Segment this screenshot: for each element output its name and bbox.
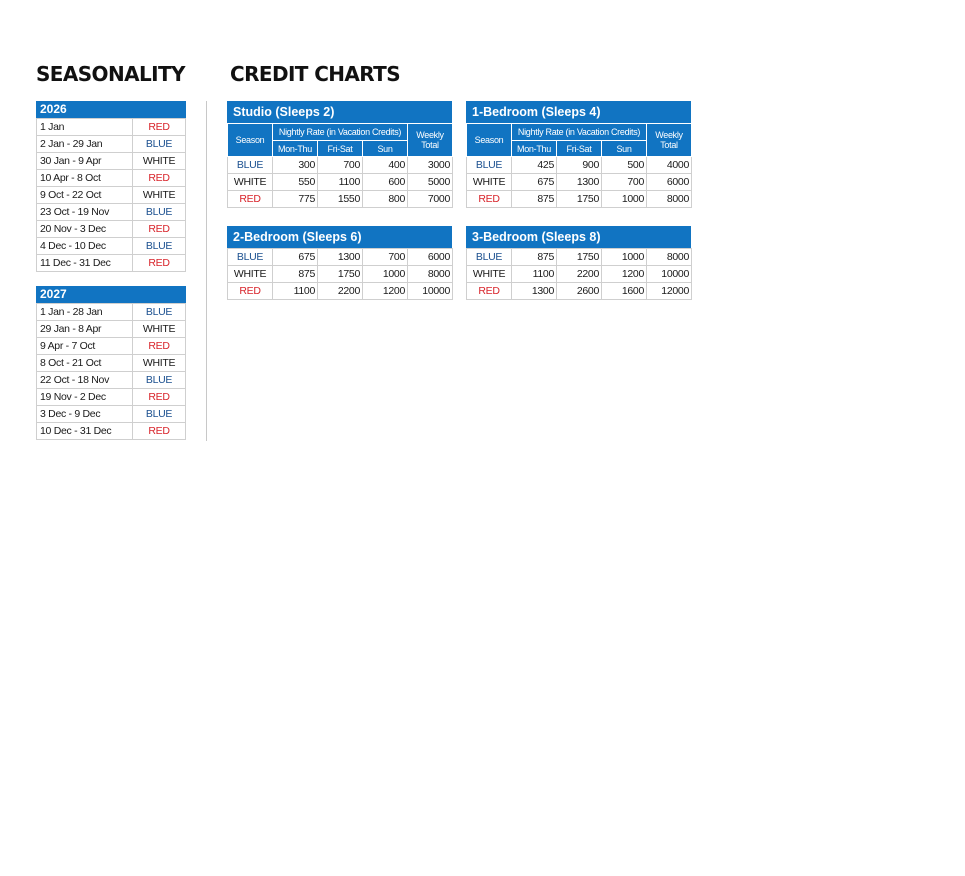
weekly-total-credits: 4000 <box>647 157 692 174</box>
season-color: WHITE <box>133 153 186 170</box>
unit-type-title: 3-Bedroom (Sleeps 8) <box>466 226 691 248</box>
fri-sat-credits: 1300 <box>557 174 602 191</box>
year-label: 2027 <box>36 286 186 303</box>
season-color: RED <box>133 389 186 406</box>
season-color: RED <box>133 338 186 355</box>
season-color: RED <box>133 255 186 272</box>
season-label: BLUE <box>228 157 273 174</box>
weekly-total-header: Weekly Total <box>408 124 453 157</box>
season-label: BLUE <box>228 249 273 266</box>
date-range: 3 Dec - 9 Dec <box>37 406 133 423</box>
sun-credits: 600 <box>363 174 408 191</box>
date-range: 1 Jan <box>37 119 133 136</box>
rate-row <box>467 266 692 283</box>
year-label: 2026 <box>36 101 186 118</box>
season-color: WHITE <box>133 187 186 204</box>
season-color: RED <box>133 119 186 136</box>
season-row <box>37 406 186 423</box>
nightly-rate-header: Nightly Rate (in Vacation Credits) <box>273 124 408 141</box>
rate-row <box>228 191 453 208</box>
rate-table <box>466 123 692 208</box>
date-range: 8 Oct - 21 Oct <box>37 355 133 372</box>
weekly-total-credits: 7000 <box>408 191 453 208</box>
credit-charts-heading: CREDIT CHARTS <box>230 62 401 86</box>
mon-thu-credits: 875 <box>512 249 557 266</box>
season-label: WHITE <box>228 174 273 191</box>
rate-row <box>467 283 692 300</box>
season-row <box>37 136 186 153</box>
mon-thu-credits: 875 <box>512 191 557 208</box>
sun-credits: 400 <box>363 157 408 174</box>
mon-thu-header: Mon-Thu <box>273 141 318 157</box>
fri-sat-credits: 900 <box>557 157 602 174</box>
season-color: RED <box>133 221 186 238</box>
season-calendar-2027 <box>36 286 186 440</box>
mon-thu-credits: 1300 <box>512 283 557 300</box>
date-range: 9 Oct - 22 Oct <box>37 187 133 204</box>
season-color: BLUE <box>133 372 186 389</box>
rate-row <box>228 157 453 174</box>
mon-thu-credits: 1100 <box>273 283 318 300</box>
season-row <box>37 153 186 170</box>
weekly-total-credits: 5000 <box>408 174 453 191</box>
date-range: 2 Jan - 29 Jan <box>37 136 133 153</box>
rate-row <box>467 157 692 174</box>
date-range: 1 Jan - 28 Jan <box>37 304 133 321</box>
fri-sat-credits: 1750 <box>557 249 602 266</box>
mon-thu-credits: 875 <box>273 266 318 283</box>
season-color: BLUE <box>133 304 186 321</box>
date-range: 10 Apr - 8 Oct <box>37 170 133 187</box>
mon-thu-header: Mon-Thu <box>512 141 557 157</box>
date-range: 9 Apr - 7 Oct <box>37 338 133 355</box>
rate-row <box>467 249 692 266</box>
sun-header: Sun <box>602 141 647 157</box>
season-color: RED <box>133 170 186 187</box>
season-color: BLUE <box>133 204 186 221</box>
mon-thu-credits: 675 <box>512 174 557 191</box>
rate-table <box>227 248 453 300</box>
sun-credits: 1200 <box>602 266 647 283</box>
season-row <box>37 321 186 338</box>
season-row <box>37 187 186 204</box>
seasonality-heading: SEASONALITY <box>36 62 185 86</box>
nightly-rate-header: Nightly Rate (in Vacation Credits) <box>512 124 647 141</box>
season-label: RED <box>228 283 273 300</box>
fri-sat-credits: 2600 <box>557 283 602 300</box>
date-range: 30 Jan - 9 Apr <box>37 153 133 170</box>
weekly-total-credits: 8000 <box>408 266 453 283</box>
season-label: RED <box>467 191 512 208</box>
season-table <box>36 118 186 272</box>
season-label: WHITE <box>467 174 512 191</box>
fri-sat-credits: 1300 <box>318 249 363 266</box>
season-row <box>37 204 186 221</box>
date-range: 19 Nov - 2 Dec <box>37 389 133 406</box>
date-range: 10 Dec - 31 Dec <box>37 423 133 440</box>
mon-thu-credits: 775 <box>273 191 318 208</box>
rate-table <box>466 248 692 300</box>
sun-credits: 1200 <box>363 283 408 300</box>
date-range: 20 Nov - 3 Dec <box>37 221 133 238</box>
season-row <box>37 119 186 136</box>
sun-credits: 1000 <box>363 266 408 283</box>
sun-credits: 500 <box>602 157 647 174</box>
season-label: BLUE <box>467 249 512 266</box>
unit-type-title: 1-Bedroom (Sleeps 4) <box>466 101 691 123</box>
sun-credits: 1000 <box>602 191 647 208</box>
unit-type-title: Studio (Sleeps 2) <box>227 101 452 123</box>
weekly-total-credits: 8000 <box>647 191 692 208</box>
season-row <box>37 238 186 255</box>
fri-sat-credits: 1750 <box>318 266 363 283</box>
fri-sat-header: Fri-Sat <box>318 141 363 157</box>
sun-credits: 700 <box>363 249 408 266</box>
weekly-total-credits: 3000 <box>408 157 453 174</box>
fri-sat-credits: 2200 <box>318 283 363 300</box>
weekly-total-credits: 10000 <box>408 283 453 300</box>
season-row <box>37 338 186 355</box>
credit-chart-3-bedroom <box>466 226 691 300</box>
rate-row <box>467 191 692 208</box>
season-row <box>37 170 186 187</box>
rate-row <box>228 283 453 300</box>
section-divider <box>206 101 207 441</box>
season-label: RED <box>467 283 512 300</box>
fri-sat-header: Fri-Sat <box>557 141 602 157</box>
weekly-total-credits: 6000 <box>408 249 453 266</box>
weekly-total-credits: 10000 <box>647 266 692 283</box>
season-label: RED <box>228 191 273 208</box>
fri-sat-credits: 1100 <box>318 174 363 191</box>
season-row <box>37 255 186 272</box>
fri-sat-credits: 700 <box>318 157 363 174</box>
weekly-total-header: Weekly Total <box>647 124 692 157</box>
date-range: 29 Jan - 8 Apr <box>37 321 133 338</box>
sun-credits: 800 <box>363 191 408 208</box>
fri-sat-credits: 2200 <box>557 266 602 283</box>
season-row <box>37 389 186 406</box>
season-color: BLUE <box>133 238 186 255</box>
weekly-total-credits: 6000 <box>647 174 692 191</box>
season-label: WHITE <box>467 266 512 283</box>
season-color: RED <box>133 423 186 440</box>
season-calendar-2026 <box>36 101 186 272</box>
rate-row <box>228 174 453 191</box>
rate-row <box>467 174 692 191</box>
rate-row <box>228 266 453 283</box>
season-label: BLUE <box>467 157 512 174</box>
season-color: BLUE <box>133 136 186 153</box>
season-table <box>36 303 186 440</box>
weekly-total-credits: 8000 <box>647 249 692 266</box>
credit-chart-2-bedroom <box>227 226 452 300</box>
season-color: WHITE <box>133 321 186 338</box>
rate-row <box>228 249 453 266</box>
sun-credits: 1000 <box>602 249 647 266</box>
mon-thu-credits: 300 <box>273 157 318 174</box>
weekly-total-credits: 12000 <box>647 283 692 300</box>
season-color: WHITE <box>133 355 186 372</box>
season-row <box>37 423 186 440</box>
date-range: 23 Oct - 19 Nov <box>37 204 133 221</box>
season-row <box>37 304 186 321</box>
date-range: 4 Dec - 10 Dec <box>37 238 133 255</box>
date-range: 22 Oct - 18 Nov <box>37 372 133 389</box>
rate-table <box>227 123 453 208</box>
mon-thu-credits: 425 <box>512 157 557 174</box>
mon-thu-credits: 550 <box>273 174 318 191</box>
sun-header: Sun <box>363 141 408 157</box>
credit-chart-1-bedroom <box>466 101 691 208</box>
fri-sat-credits: 1550 <box>318 191 363 208</box>
season-column-header: Season <box>228 124 273 157</box>
sun-credits: 1600 <box>602 283 647 300</box>
season-row <box>37 355 186 372</box>
season-column-header: Season <box>467 124 512 157</box>
unit-type-title: 2-Bedroom (Sleeps 6) <box>227 226 452 248</box>
season-label: WHITE <box>228 266 273 283</box>
season-row <box>37 372 186 389</box>
credit-chart-studio <box>227 101 452 208</box>
sun-credits: 700 <box>602 174 647 191</box>
mon-thu-credits: 675 <box>273 249 318 266</box>
date-range: 11 Dec - 31 Dec <box>37 255 133 272</box>
season-row <box>37 221 186 238</box>
mon-thu-credits: 1100 <box>512 266 557 283</box>
fri-sat-credits: 1750 <box>557 191 602 208</box>
season-color: BLUE <box>133 406 186 423</box>
